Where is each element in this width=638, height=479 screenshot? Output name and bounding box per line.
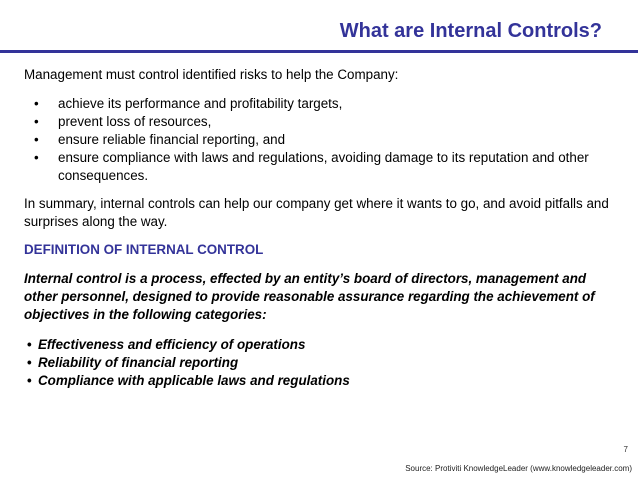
list-item-text: Effectiveness and efficiency of operations (38, 337, 306, 352)
list-item (24, 113, 614, 131)
objectives-list (24, 95, 614, 185)
list-item (24, 149, 614, 185)
definition-text: Internal control is a process, effected by an entity’s board of directors, management and other personnel, designed to provide reasonable assurance regarding the achievement of objectives in the following categories: (24, 271, 595, 322)
bullet-icon: • (34, 96, 39, 111)
list-item-text: ensure reliable financial reporting, and (58, 132, 286, 147)
bullet-icon: • (27, 355, 32, 370)
categories-list (24, 336, 614, 390)
slide-title: What are Internal Controls? (339, 20, 602, 42)
definition-heading: DEFINITION OF INTERNAL CONTROL (24, 242, 264, 257)
list-item (24, 354, 614, 372)
list-item-text: Reliability of financial reporting (38, 355, 239, 370)
bullet-icon: • (27, 337, 32, 352)
bullet-icon: • (27, 373, 32, 388)
list-item-text: prevent loss of resources, (58, 114, 212, 129)
list-item-text: ensure compliance with laws and regulations, avoiding damage to its reputation and other consequences. (58, 150, 589, 183)
bullet-icon: • (34, 132, 39, 147)
list-item (24, 95, 614, 113)
intro-text: Management must control identified risks to help the Company: (24, 67, 399, 82)
bullet-icon: • (34, 150, 39, 165)
summary-text: In summary, internal controls can help our company get where it wants to go, and avoid pitfalls and surprises along the way. (24, 196, 609, 229)
list-item-text: Compliance with applicable laws and regulations (38, 373, 350, 388)
slide-content (24, 66, 614, 390)
title-rule (0, 50, 638, 53)
list-item (24, 336, 614, 354)
list-item (24, 131, 614, 149)
source-citation: Source: Protiviti KnowledgeLeader (www.knowledgeleader.com) (405, 464, 632, 473)
bullet-icon: • (34, 114, 39, 129)
list-item (24, 372, 614, 390)
page-number: 7 (623, 445, 628, 454)
list-item-text: achieve its performance and profitability targets, (58, 96, 343, 111)
